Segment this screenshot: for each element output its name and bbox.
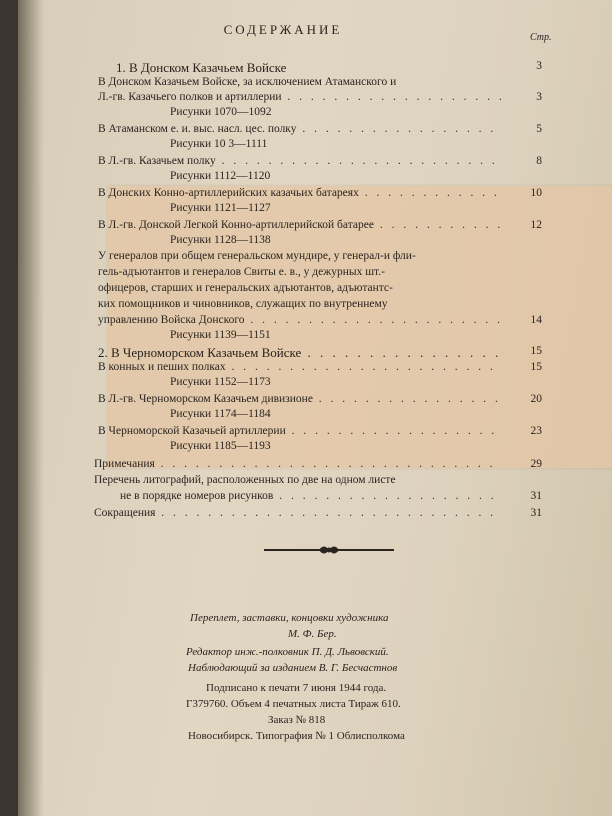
toc-page-number: 29 bbox=[530, 458, 542, 470]
toc-entry-text: управлению Войска Донского bbox=[98, 314, 245, 326]
toc-entry bbox=[98, 282, 393, 294]
toc-entry bbox=[98, 219, 503, 231]
toc-entry bbox=[98, 314, 503, 326]
toc-entry-text: Рисунки 1112—1120 bbox=[170, 170, 271, 182]
toc-entry bbox=[170, 202, 271, 214]
imprint-artist: М. Ф. Бер. bbox=[288, 628, 337, 640]
toc-entry-text: В Л.-гв. Казачьем полку bbox=[98, 155, 216, 167]
toc-entry-text: ких помощников и чиновников, служащих по внутреннему bbox=[98, 298, 388, 310]
toc-leader-dots: . . . . . . . . . . . . . . . . bbox=[312, 393, 501, 405]
toc-entry-text: Рисунки 1152—1173 bbox=[170, 376, 271, 388]
imprint-signed: Подписано к печати 7 июня 1944 года. bbox=[206, 682, 387, 694]
toc-leader-dots: . . . . . . . . . . . bbox=[373, 219, 504, 231]
imprint-supervisor: Наблюдающий за изданием В. Г. Бесчастнов bbox=[188, 662, 398, 674]
toc-entry-text: Рисунки 1174—1184 bbox=[170, 408, 271, 420]
toc-entry-text: Рисунки 1121—1127 bbox=[170, 202, 271, 214]
toc-leader-dots: . . . . . . . . . . . . . . . . . . . . . . bbox=[244, 314, 504, 326]
toc-entry bbox=[94, 458, 496, 470]
toc-entry-text: В Донских Конно-артиллерийских казачьих батареях bbox=[98, 187, 359, 199]
toc-entry-text: 2. В Черноморском Казачьем Войске bbox=[98, 345, 302, 360]
toc-entry bbox=[170, 138, 267, 150]
toc-page-number: 5 bbox=[536, 123, 542, 135]
toc-entry bbox=[94, 507, 496, 519]
toc-page-number: 10 bbox=[530, 187, 542, 199]
toc-entry bbox=[170, 170, 270, 182]
toc-entry-text: В конных и пеших полках bbox=[98, 361, 226, 373]
toc-entry bbox=[170, 106, 272, 118]
toc-page-number: 31 bbox=[530, 490, 542, 502]
toc-leader-dots: . . . . . . . . . . . . . . . . . . . bbox=[281, 91, 505, 103]
toc-page-number: 14 bbox=[530, 314, 542, 326]
toc-entry bbox=[98, 393, 501, 405]
toc-leader-dots: . . . . . . . . . . . . . . . . . . bbox=[285, 425, 498, 437]
toc-entry bbox=[98, 298, 388, 310]
toc-entry bbox=[98, 91, 505, 103]
toc-entry bbox=[94, 474, 396, 486]
toc-entry bbox=[98, 250, 416, 262]
toc-entry-text: Примечания bbox=[94, 458, 155, 470]
toc-page-number: 15 bbox=[530, 361, 542, 373]
toc-entry bbox=[98, 345, 501, 361]
toc-entry bbox=[170, 329, 271, 341]
book-page bbox=[18, 0, 612, 816]
toc-page-number: 8 bbox=[536, 155, 542, 167]
toc-entry bbox=[98, 425, 497, 437]
toc-leader-dots: . . . . . . . . . . . . . . . . . . . . . . . . . . . . . bbox=[154, 458, 496, 470]
toc-entry bbox=[98, 76, 396, 88]
toc-entry-text: 1. В Донском Казачьем Войске bbox=[116, 60, 287, 75]
toc-entry-text: Рисунки 10 3—1111 bbox=[170, 138, 268, 150]
toc-page-number: 3 bbox=[536, 91, 542, 103]
toc-entry-text: Рисунки 1185—1193 bbox=[170, 440, 271, 452]
toc-entry-text: Перечень литографий, расположенных по две на одном листе bbox=[94, 474, 396, 486]
toc-entry bbox=[98, 266, 385, 278]
toc-entry-text: В Атаманском е. и. выс. насл. цес. полку bbox=[98, 123, 297, 135]
toc-entry-text: В Черноморской Казачьей артиллерии bbox=[98, 425, 286, 437]
toc-entry-text: офицеров, старших и генеральских адъютантов, адъютантс- bbox=[98, 282, 393, 294]
toc-leader-dots: . . . . . . . . . . . . . . . . . . . . . . . . . . . . . bbox=[155, 507, 497, 519]
toc-page-number: 23 bbox=[530, 425, 542, 437]
imprint-volume: Г379760. Объем 4 печатных листа Тираж 610. bbox=[186, 698, 401, 710]
toc-page-number: 3 bbox=[536, 60, 542, 72]
toc-entry bbox=[98, 361, 496, 373]
toc-entry bbox=[170, 408, 271, 420]
ornament-divider bbox=[264, 543, 394, 557]
toc-entry-text: Л.-гв. Казачьего полков и артиллерии bbox=[98, 91, 282, 103]
toc-leader-dots: . . . . . . . . . . . . . . . . . bbox=[296, 123, 497, 135]
imprint-order: Заказ № 818 bbox=[268, 714, 326, 726]
page-column-label: Стр. bbox=[530, 32, 552, 43]
toc-entry-text: гель-адъютантов и генералов Свиты е. в., у дежурных шт.- bbox=[98, 266, 385, 278]
page-title: СОДЕРЖАНИЕ bbox=[223, 22, 343, 37]
toc-page-number: 20 bbox=[530, 393, 542, 405]
toc-entry bbox=[98, 155, 498, 167]
toc-entry bbox=[170, 376, 271, 388]
toc-entry-text: Рисунки 1128—1138 bbox=[170, 234, 271, 246]
imprint-illustrator: Переплет, заставки, концовки художника bbox=[190, 612, 389, 624]
toc-page-number: 15 bbox=[530, 345, 542, 357]
toc-entry-text: В Донском Казачьем Войске, за исключением Атаманского и bbox=[98, 76, 397, 88]
toc-entry-text: Сокращения bbox=[94, 507, 156, 519]
toc-entry bbox=[170, 440, 271, 452]
toc-leader-dots: . . . . . . . . . . . . . . . . bbox=[301, 345, 502, 360]
imprint-editor: Редактор инж.-полковник П. Д. Львовский. bbox=[186, 646, 389, 658]
toc-entry bbox=[116, 60, 286, 76]
toc-entry-text: Рисунки 1139—1151 bbox=[170, 329, 271, 341]
toc-entry bbox=[98, 123, 496, 135]
toc-entry bbox=[98, 187, 500, 199]
toc-leader-dots: . . . . . . . . . . . . . . . . . . . . . . . . bbox=[215, 155, 498, 167]
toc-entry-text: Рисунки 1070—1092 bbox=[170, 106, 272, 118]
toc-entry-text: не в порядке номеров рисунков bbox=[120, 490, 274, 502]
toc-leader-dots: . . . . . . . . . . . . . . . . . . . bbox=[273, 490, 497, 502]
toc-page-number: 31 bbox=[530, 507, 542, 519]
toc-entry bbox=[170, 234, 271, 246]
toc-entry-text: У генералов при общем генеральском мундире, у генерал-и фли- bbox=[98, 250, 416, 262]
toc-leader-dots: . . . . . . . . . . . . . . . . . . . . . . . bbox=[225, 361, 496, 373]
toc-entry bbox=[120, 490, 497, 502]
toc-entry-text: В Л.-гв. Черноморском Казачьем дивизионе bbox=[98, 393, 313, 405]
toc-entry-text: В Л.-гв. Донской Легкой Конно-артиллерийской батарее bbox=[98, 219, 374, 231]
toc-page-number: 12 bbox=[530, 219, 542, 231]
toc-leader-dots: . . . . . . . . . . . . bbox=[358, 187, 500, 199]
imprint-printer: Новосибирск. Типография № 1 Облисполкома bbox=[188, 730, 405, 742]
